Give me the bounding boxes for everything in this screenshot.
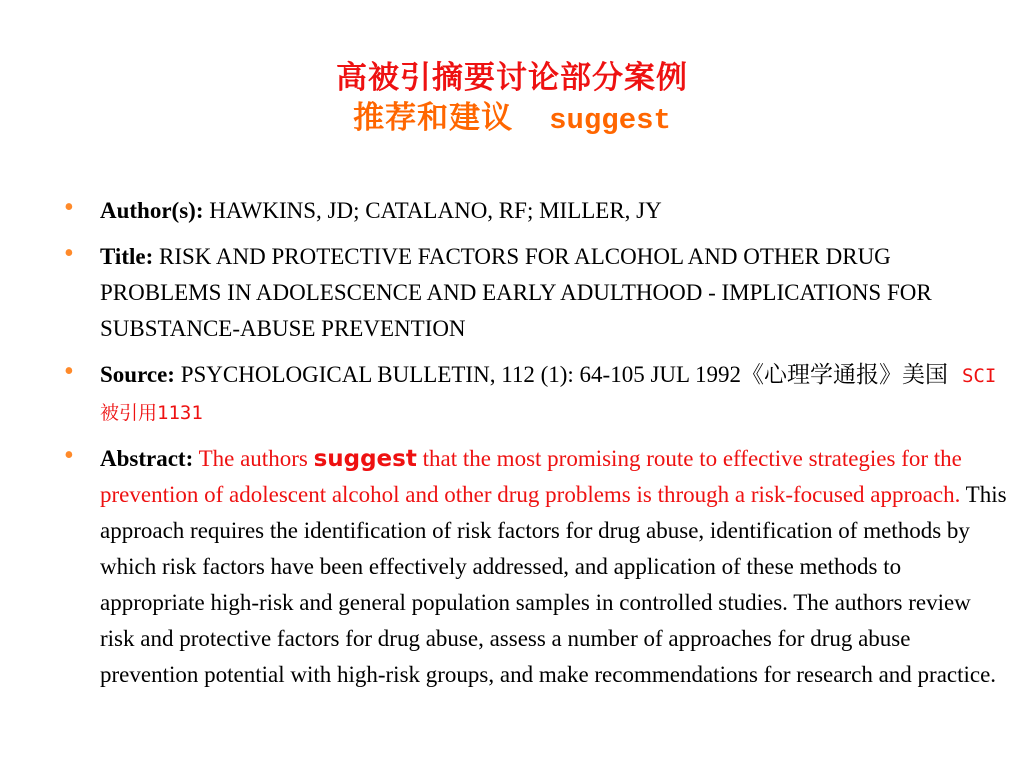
author-label: Author(s): — [100, 198, 204, 223]
bullet-icon: • — [64, 238, 74, 269]
bullet-icon: • — [64, 192, 74, 223]
title-line-2-english: suggest — [549, 104, 671, 137]
abstract-highlight-post: that the most promising route to effective strategies for the prevention of adolescent alcohol and other drug problems is through a risk-focused approach. — [100, 446, 962, 507]
abstract-item — [0, 441, 1024, 693]
bullet-list — [0, 193, 1024, 703]
abstract-keyword: suggest — [313, 446, 417, 472]
title-line-1: 高被引摘要讨论部分案例 — [336, 60, 688, 96]
bullet-icon: • — [64, 356, 74, 387]
abstract-label: Abstract: — [100, 446, 194, 471]
title-line-2 — [0, 98, 1024, 141]
author-value: HAWKINS, JD; CATALANO, RF; MILLER, JY — [209, 198, 662, 223]
abstract-highlight-pre: The authors — [198, 446, 308, 471]
sci-citation-count: SCI被引用1131 — [100, 365, 997, 424]
title-line-2-chinese: 推荐和建议 — [353, 100, 514, 136]
title-item — [0, 239, 1024, 347]
source-value: PSYCHOLOGICAL BULLETIN, 112 (1): 64-105 JUL 1992《心理学通报》美国 — [180, 362, 948, 387]
title-value: RISK AND PROTECTIVE FACTORS FOR ALCOHOL AND OTHER DRUG PROBLEMS IN ADOLESCENCE AND EARLY ADULTHOOD - IMPLICATIONS FOR SUBSTANCE-ABUSE PREVENTION — [100, 244, 932, 341]
title-label: Title: — [100, 244, 154, 269]
abstract-body: This approach requires the identification of risk factors for drug abuse, identification of methods by which risk factors have been effectively addressed, and application of these methods to appropriate high-risk and general population samples in controlled studies. The authors review risk and protective factors for drug abuse, assess a number of approaches for drug abuse prevention potential with high-risk groups, and make recommendations for research and practice. — [100, 482, 1007, 687]
slide-title — [0, 58, 1024, 141]
bullet-icon: • — [64, 440, 74, 471]
author-item — [0, 193, 1024, 229]
source-label: Source: — [100, 362, 175, 387]
source-item — [0, 357, 1024, 431]
